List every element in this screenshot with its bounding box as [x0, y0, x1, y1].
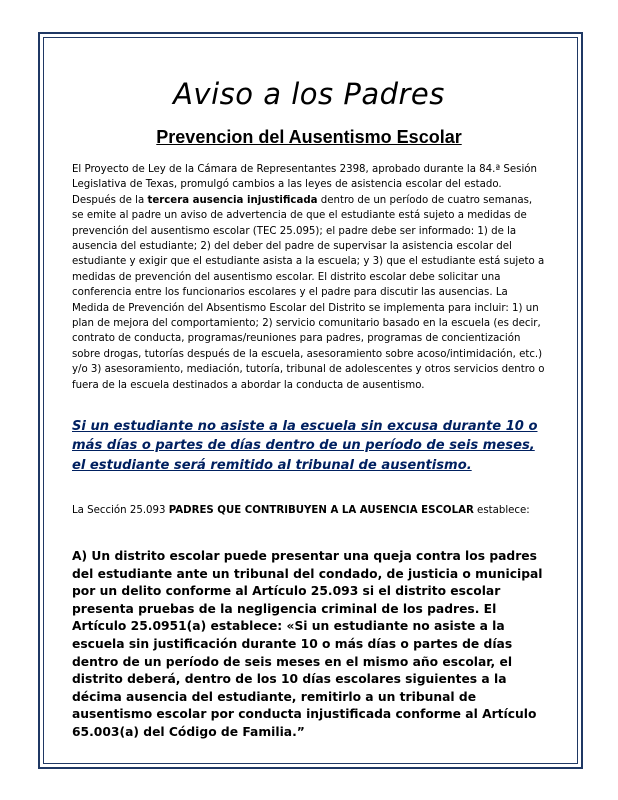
intro-bold-text: tercera ausencia injustificada — [147, 194, 318, 206]
notice-title: Aviso a los Padres — [173, 77, 445, 111]
section-ref-suffix: establece: — [473, 504, 530, 516]
notice-document — [72, 74, 546, 742]
notice-subtitle: Prevencion del Ausentismo Escolar — [156, 127, 462, 147]
clause-a: A) Un distrito escolar puede presentar una queja contra los padres del estudiante ante un tribunal del condado, de justicia o municipal por un delito conforme al Artículo 25.093 si el distrito escolar presenta pruebas de la negligencia criminal de los padres. El Artículo 25.0951(a) establece: «Si un estudiante no asiste a la escuela sin justificación durante 10 o más días o partes de días dentro de un período de seis meses en el mismo año escolar, el distrito deberá, dentro de los 10 días escolares siguientes a la décima ausencia del estudiante, remitirlo a un tribunal de ausentismo escolar por conducta injustificada conforme al Artículo 65.003(a) del Código de Familia.” — [72, 548, 543, 739]
section-ref-title: PADRES QUE CONTRIBUYEN A LA AUSENCIA ESCOLAR — [168, 504, 474, 516]
section-ref-prefix: La Sección 25.093 — [72, 504, 169, 516]
section-reference — [72, 503, 546, 518]
truancy-warning: Si un estudiante no asiste a la escuela sin excusa durante 10 o más días o partes de días dentro de un período de seis meses, el estudiante será remitido al tribunal de ausentismo. — [72, 419, 538, 473]
intro-text-2: dentro de un período de cuatro semanas, se emite al padre un aviso de advertencia de que el estudiante está sujeto a medidas de prevención del ausentismo escolar (TEC 25.095); el padre debe ser informado: 1) de la ausencia del estudiante; 2) del deber del padre de supervisar la asistencia escolar del estudiante y exigir que el estudiante asista a la escuela; y 3) que el estudiante está sujeto a medidas de prevención del ausentismo escolar. El distrito escolar debe solicitar una conferencia entre los funcionarios escolares y el padre para discutir las ausencias. La Medida de Prevención del Absentismo Escolar del Distrito se implementa para incluir: 1) un plan de mejora del comportamiento; 2) servicio comunitario basado en la escuela (es decir, contrato de conducta, programas/reuniones para padres, programas de concientización sobre drogas, tutorías después de la escuela, asesoramiento sobre acoso/intimidación, etc.) y/o 3) asesoramiento, mediación, tutoría, tribunal de adolescentes y otros servicios dentro o fuera de la escuela destinados a abordar la conducta de ausentismo. — [72, 194, 545, 391]
intro-paragraph — [72, 162, 546, 393]
intro-text-1: El Proyecto de Ley de la Cámara de Representantes 2398, aprobado durante la 84.ª Sesión Legislativa de Texas, promulgó cambios a las leyes de asistencia escolar del estado. Después de la — [72, 164, 537, 206]
